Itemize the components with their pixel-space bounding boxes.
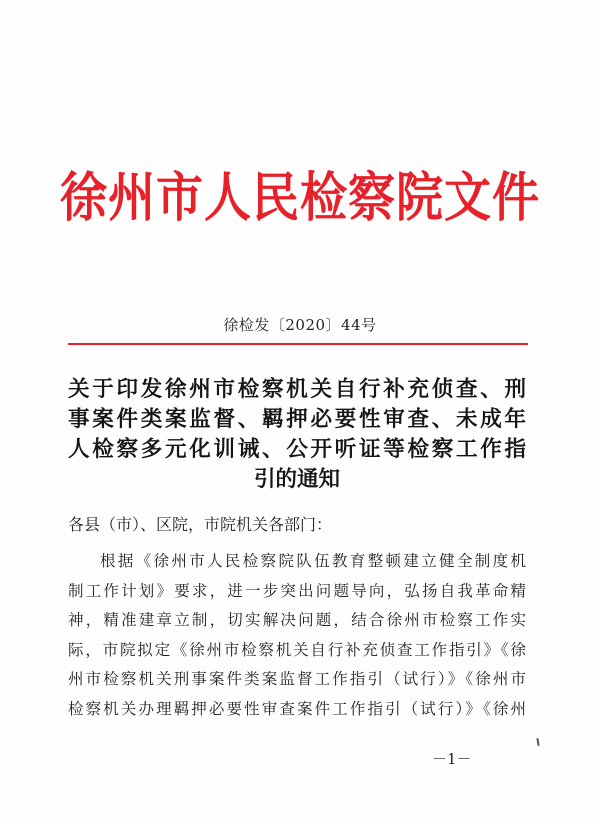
body-line: 际，市院拟定《徐州市检察机关自行补充侦查工作指引》《徐 [68,640,526,659]
body-line: 根据《徐州市人民检察院队伍教育整顿建立健全制度机 [100,552,526,570]
body-line: 制工作计划》要求，进一步突出问题导向，弘扬自我革命精 [68,581,526,600]
red-divider-line [68,343,528,345]
notice-title-line: 事案件类案监督、羁押必要性审查、未成年 [68,407,526,432]
document-number: 徐检发〔2020〕44号 [223,316,377,334]
body-line: 神，精准建章立制，切实解决问题，结合徐州市检察工作实 [68,611,526,629]
notice-title-line: 人检察多元化训诫、公开听证等检察工作指 [68,437,526,462]
body-line: 检察机关办理羁押必要性审查案件工作指引（试行）》《徐州 [68,699,526,718]
page-number: －1－ [432,750,472,768]
document-header-title: 徐州市人民检察院文件 [60,167,540,229]
notice-title-line: 关于印发徐州市检察机关自行补充侦查、刑 [68,377,526,402]
notice-title [68,375,526,495]
body-line: 州市检察机关刑事案件类案监督工作指引（试行）》《徐州市 [68,670,526,688]
notice-title-line: 引的通知 [253,467,340,492]
salutation: 各县（市）、区院，市院机关各部门： [68,515,333,534]
body-paragraph [68,547,526,724]
scan-artifact-mark [536,738,539,746]
